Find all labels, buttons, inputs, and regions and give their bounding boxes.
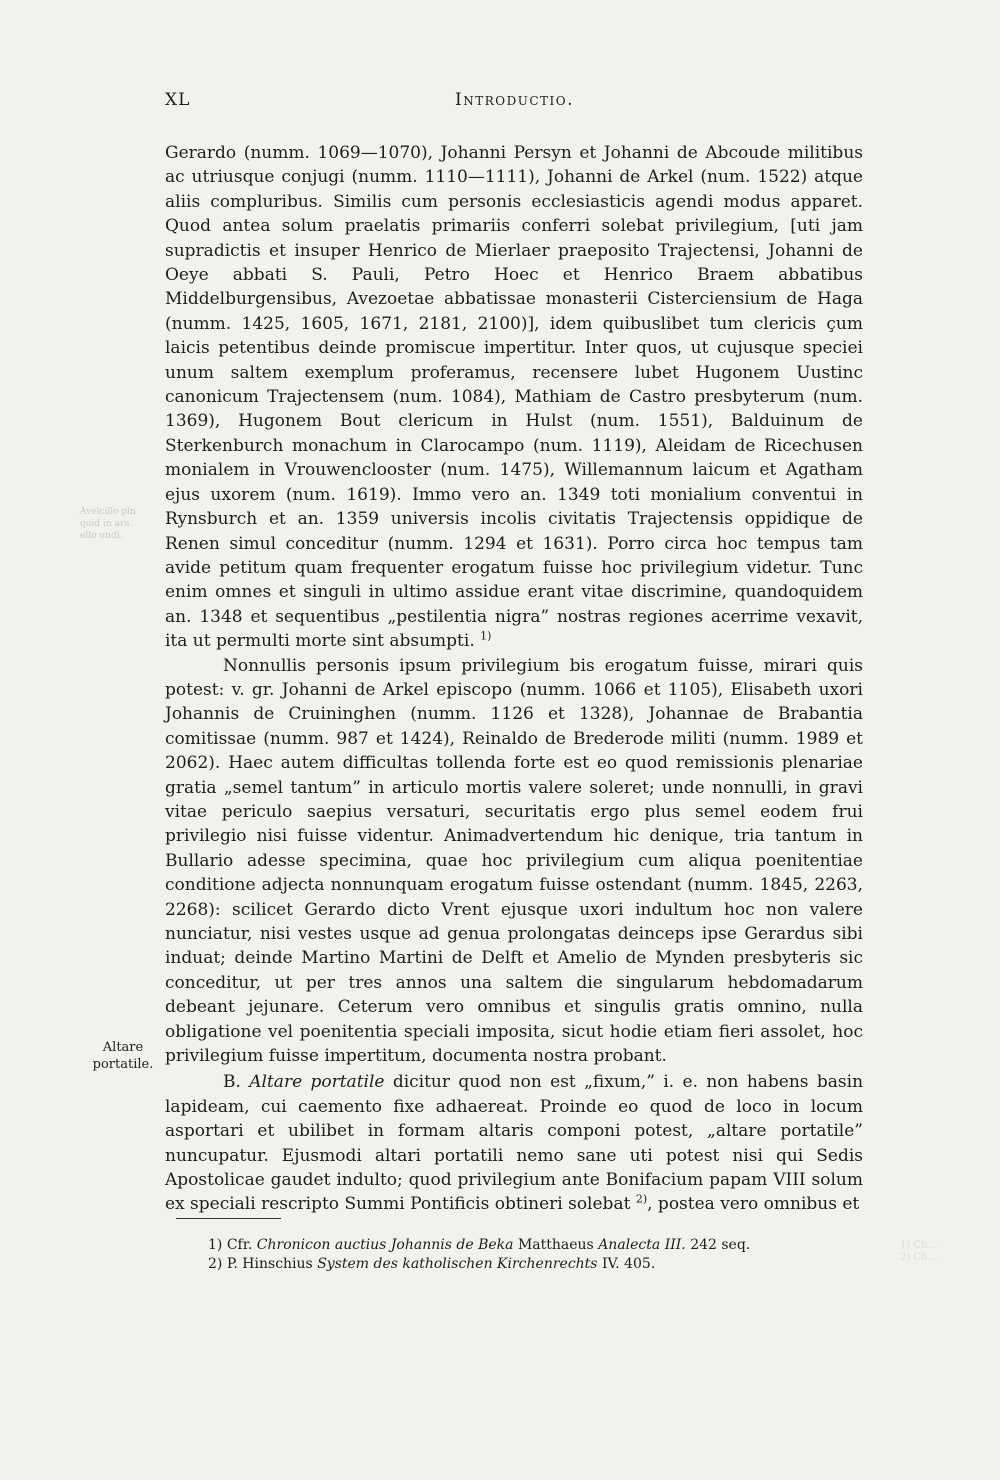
paragraph-double-privilege: Nonnullis personis ipsum privilegium bis erogatum fuisse, mirari quis potest: v. gr. Johanni de Arkel episcopo (numm. 1066 et 1105), Elisabeth uxori Johannis de Cruininghen (numm. 1126 et 1328), Johannae de Brabantia comitissae (numm. 987 et 1424), Reinaldo de Brederode militi (numm. 1989 et 2062). Haec autem difficultas tollenda forte est eo quod remissionis plenariae gratia „semel tantum” in articulo mortis valere soleret; unde nonnulli, in gravi vitae periculo saepius versaturi, securitatis ergo plus semel eodem frui privilegio nisi fuisse videntur. Animadvertendum hic denique, tria tantum in Bullario adesse specimina, quae hoc privilegium cum aliqua poenitentiae conditione adjecta nonnunquam erogatum fuisse ostendant (numm. 1845, 2263, 2268): scilicet Gerardo dicto Vrent ejusque uxori indultum hoc non valere nunciatur, nisi vestes usque ad genua prolongatas deinceps ipse Gerardus sibi induat; deinde Martino Martini de Delft et Amelio de Mynden presbyteris sic conceditur, ut per tres annos una saltem die singularum hebdomadarum debeant jejunare. Ceterum vero omnibus et singulis gratis omnino, nulla obligatione vel poenitentia speciali imposita, sicut hodie etiam fieri assolet, hoc privilegium fuisse impertitum, documenta nostra probant. — [165, 655, 863, 1067]
page-number: XL — [165, 90, 191, 110]
footnote-ref-2[interactable]: 2) — [635, 1192, 648, 1206]
section-term: Altare portatile — [249, 1072, 385, 1093]
margin-note: Altare portatile. — [92, 1040, 154, 1072]
footnote-2: 2) P. Hinschius System des katholischen Kirchenrechts IV. 405. — [208, 1256, 656, 1272]
footnote-1: 1) Cfr. Chronicon auctius Johannis de Beka Matthaeus Analecta III. 242 seq. — [208, 1237, 751, 1253]
main-text — [165, 141, 863, 1217]
footnote-divider — [176, 1218, 281, 1219]
running-title: Introductio. — [455, 90, 574, 110]
footnote-ref-1[interactable]: 1) — [480, 629, 492, 643]
footnotes — [208, 1236, 868, 1274]
bleed-through-text-2: 1) Ch... 2) Ch... — [900, 1240, 938, 1263]
bleed-through-text: Avelcillo pln quid in ara. ello undi. — [80, 507, 136, 541]
paragraph-altare-portatile: B. Altare portatile dicitur quod non est „fixum,” i. e. non habens basin lapideam, cui caemento fixe adhaereat. Proinde eo quod de loco in locum asportari et ubilibet in formam altaris componi potest, „altare portatile” nuncupatur. Ejusmodi altari portatili nemo sane uti potest nisi qui Sedis Apostolicae gaudet indulto; quod privilegium ante Bonifacium papam VIII solum ex speciali rescripto Summi Pontificis obtineri solebat $^{2)}$, postea vero omnibus et — [165, 1072, 864, 1215]
paragraph-continued: Gerardo (numm. 1069—1070), Johanni Persyn et Johanni de Abcoude militibus ac utriusque conjugi (numm. 1110—1111), Johanni de Arkel (num. 1522) atque aliis compluribus. Similis cum personis ecclesiasticis agendi modus apparet. Quod antea solum praelatis primariis conferri solebat privilegium, [uti jam supradictis et insuper Henrico de Mierlaer praeposito Trajectensi, Johanni de Oeye abbati S. Pauli, Petro Hoec et Henrico Braem abbatibus Middelburgensibus, Avezoetae abbatissae monasterii Cisterciensium de Haga (numm. 1425, 1605, 1671, 2181, 2100)], idem quibuslibet tum clericis çum laicis petentibus deinde promiscue impertitur. Inter quos, ut cujusque speciei unum saltem exemplum proferamus, recensere lubet Hugonem Uustinc canonicum Trajectensem (num. 1084), Mathiam de Castro presbyterum (num. 1369), Hugonem Bout clericum in Hulst (num. 1551), Balduinum de Sterkenburch monachum in Clarocampo (num. 1119), Aleidam de Ricechusen monialem in Vrouwenclooster (num. 1475), Willemannum laicum et Agatham ejus uxorem (num. 1619). Immo vero an. 1349 toti monialium conventui in Rynsburch et an. 1359 universis incolis civitatis Trajectensis oppidique de Renen simul conceditur (numm. 1294 et 1631). Porro circa hoc tempus tam avide petitum quam frequenter erogatum fuisse hoc privilegium videtur. Tunc enim omnes et singuli in ultimo assidue erant vitae discrimine, quandoquidem an. 1348 et sequentibus „pestilentia nigra” nostras regiones acerrime vexavit, ita ut permulti morte sint absumpti. $^{1)}$ — [165, 143, 863, 652]
section-letter: B. — [223, 1072, 241, 1093]
running-header — [165, 90, 865, 116]
